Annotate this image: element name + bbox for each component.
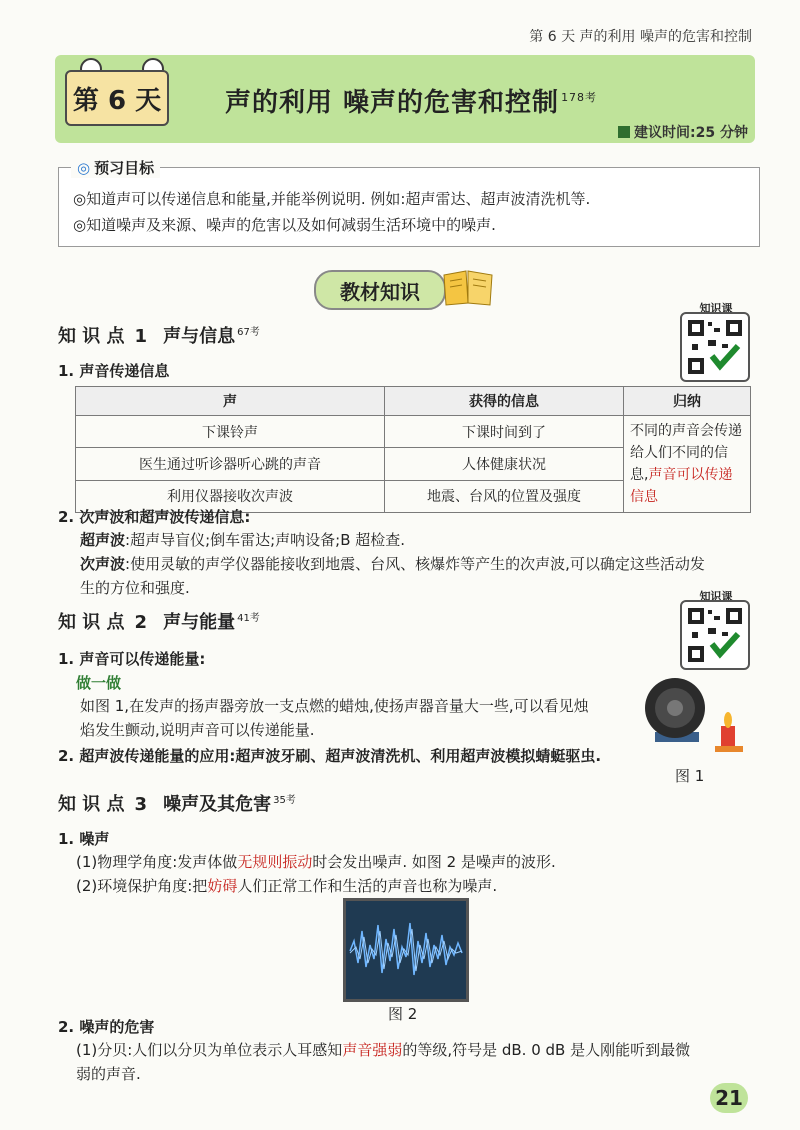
table-row (76, 416, 751, 448)
try-it-text: 如图 1,在发声的扬声器旁放一支点燃的蜡烛,使扬声器音量大一些,可以看见烛 (80, 697, 589, 715)
table-header-row (76, 387, 751, 416)
table-header: 归纳 (624, 387, 751, 416)
day-badge: 第 6 天 (65, 70, 169, 126)
decibel-line-2: 弱的声音. (76, 1065, 141, 1083)
book-icon (440, 267, 496, 307)
page-number: 21 (710, 1083, 748, 1113)
kp-title: 声与信息 (163, 326, 236, 347)
qr-code-icon[interactable] (680, 312, 750, 382)
text-part: (2)环境保护角度:把 (76, 877, 208, 895)
table-conclusion-cell (624, 416, 751, 513)
kp-title: 噪声及其危害 (163, 794, 272, 815)
figure-2-caption: 图 2 (388, 1005, 418, 1023)
text-part: 人们正常工作和生活的声音也称为噪声. (237, 877, 498, 895)
kp3-item-2: 2. 噪声的危害 (58, 1018, 155, 1036)
ultrasound-line (80, 528, 405, 552)
conclusion-text: 不同的声音会传递给人们不同的信息, (630, 423, 742, 483)
table-cell: 下课铃声 (76, 416, 385, 448)
figure-1-caption: 图 1 (675, 767, 705, 785)
infrasound-text: :使用灵敏的声学仪器能接收到地震、台风、核爆炸等产生的次声波,可以确定这些活动发 (125, 555, 705, 573)
infrasound-label: 次声波 (80, 555, 126, 573)
kp1-item-1: 1. 声音传递信息 (58, 362, 170, 380)
table-cell: 医生通过听诊器听心跳的声音 (76, 448, 385, 480)
timer-icon (618, 126, 630, 138)
text-part: 的等级,符号是 dB. 0 dB 是人刚能听到最微 (402, 1041, 691, 1059)
try-it-text-2: 焰发生颤动,说明声音可以传递能量. (80, 721, 315, 739)
table-cell: 下课时间到了 (385, 416, 624, 448)
chapter-title-text: 声的利用 噪声的危害和控制 (225, 88, 560, 118)
suggested-time-text: 建议时间:25 分钟 (634, 125, 748, 141)
kp1-item-2: 2. 次声波和超声波传递信息: (58, 508, 251, 526)
suggested-time (618, 122, 748, 142)
text-part: 时会发出噪声. 如图 2 是噪声的波形. (312, 853, 556, 871)
preview-line: ◎知道声可以传递信息和能量,并能举例说明. 例如:超声雷达、超声波清洗机等. (73, 190, 591, 208)
ultrasound-text: :超声导盲仪;倒车雷达;声呐设备;B 超检查. (125, 531, 406, 549)
try-it-label: 做一做 (76, 674, 122, 692)
highlight: 无规则振动 (237, 853, 313, 871)
kp-number: 3 (134, 794, 148, 815)
kp-number: 1 (134, 326, 148, 347)
preview-heading-text: 预习目标 (94, 159, 155, 177)
kp-sup: 35考 (273, 795, 296, 806)
kp-title: 声与能量 (163, 612, 236, 633)
qr-label: 知识课 (699, 302, 733, 315)
text-part: (1)物理学角度:发声体做 (76, 853, 238, 871)
conclusion-highlight: 声音可以传递信息 (630, 467, 733, 505)
highlight: 妨碍 (207, 877, 238, 895)
infrasound-line (80, 552, 705, 576)
running-header: 第 6 天 声的利用 噪声的危害和控制 (529, 29, 752, 45)
preview-goals-heading (71, 157, 160, 178)
qr-label: 知识课 (699, 590, 733, 603)
table-header: 获得的信息 (385, 387, 624, 416)
knowledge-point-3 (58, 790, 296, 816)
chapter-title (225, 82, 597, 119)
section-tab: 教材知识 (314, 270, 446, 310)
kp-sup: 67考 (237, 327, 260, 338)
kp2-item-2: 2. 超声波传递能量的应用:超声波牙刷、超声波清洗机、利用超声波模拟蜻蜓驱虫. (58, 747, 602, 765)
table-header: 声 (76, 387, 385, 416)
table-cell: 地震、台风的位置及强度 (385, 480, 624, 512)
table-cell: 人体健康状况 (385, 448, 624, 480)
kp3-item-1: 1. 噪声 (58, 830, 110, 848)
knowledge-point-1 (58, 322, 260, 348)
qr-code-icon[interactable] (680, 600, 750, 670)
kp-label: 知 识 点 (58, 794, 125, 815)
infrasound-line-2: 生的方位和强度. (80, 579, 190, 597)
noise-env-line (76, 874, 497, 898)
highlight: 声音强弱 (342, 1041, 403, 1059)
decibel-line (76, 1038, 690, 1062)
preview-goals-box (58, 159, 760, 247)
table-cell: 利用仪器接收次声波 (76, 480, 385, 512)
kp-label: 知 识 点 (58, 326, 125, 347)
kp-label: 知 识 点 (58, 612, 125, 633)
kp2-item-1: 1. 声音可以传递能量: (58, 650, 206, 668)
noise-physics-line (76, 850, 556, 874)
preview-line: ◎知道噪声及来源、噪声的危害以及如何减弱生活环境中的噪声. (73, 216, 496, 234)
kp-number: 2 (134, 612, 148, 633)
target-icon: ◎ (77, 159, 91, 177)
kp-sup: 41考 (237, 613, 260, 624)
knowledge-point-2 (58, 608, 260, 634)
text-part: (1)分贝:人们以分贝为单位表示人耳感知 (76, 1041, 343, 1059)
info-table (75, 386, 751, 513)
ultrasound-label: 超声波 (80, 531, 126, 549)
speaker-candle-figure (635, 670, 745, 760)
chapter-title-sup: 178考 (561, 91, 598, 105)
noise-waveform-figure (343, 898, 469, 1002)
